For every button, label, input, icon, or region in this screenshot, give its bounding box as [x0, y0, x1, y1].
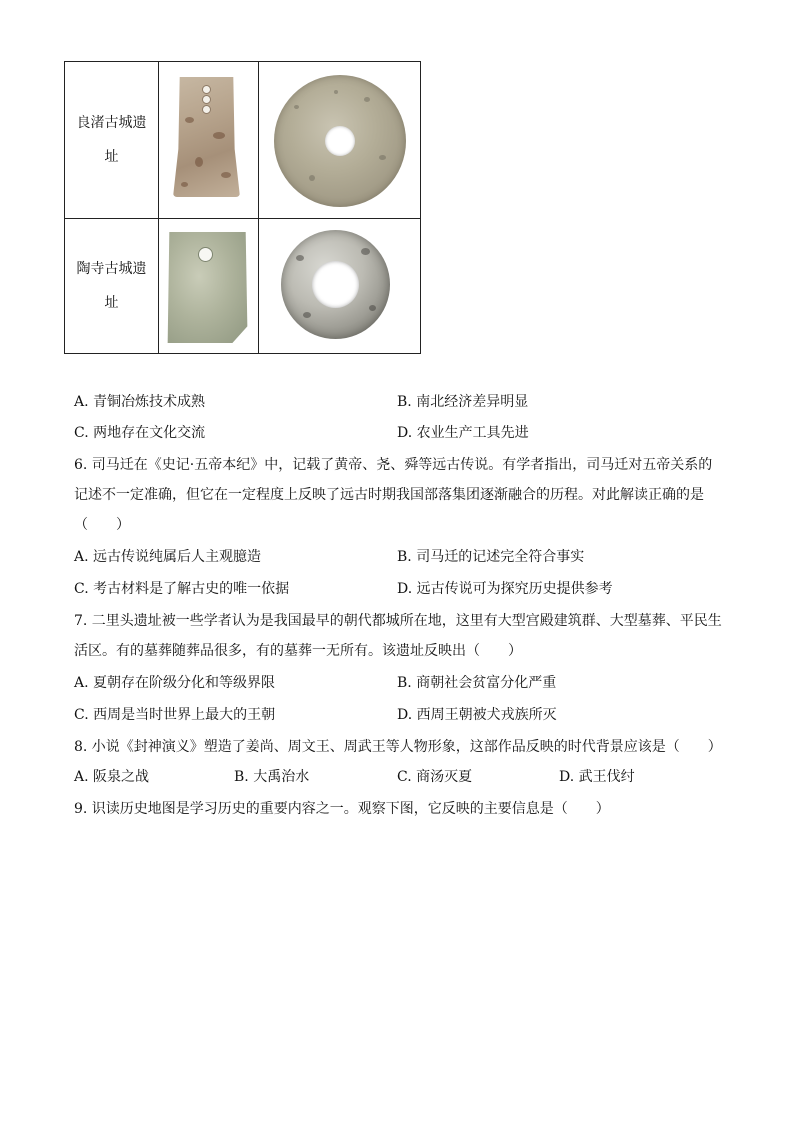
liangzhu-jade-axe-image [173, 77, 240, 197]
artifact-table [64, 61, 421, 354]
q5-option-a[interactable]: A. 青铜冶炼技术成熟 [74, 394, 206, 410]
q5-option-c[interactable]: C. 两地存在文化交流 [74, 425, 206, 441]
liangzhu-jade-bi-disc-image [274, 75, 406, 207]
q8-option-c[interactable]: C. 商汤灭夏 [397, 769, 473, 785]
q6-stem-line1: 6. 司马迁在《史记·五帝本纪》中，记载了黄帝、尧、舜等远古传说。有学者指出，司马迁对五帝关系的 [74, 457, 713, 473]
q7-stem-line1: 7. 二里头遗址被一些学者认为是我国最早的朝代都城所在地，这里有大型宫殿建筑群、大型墓葬、平民生 [74, 613, 722, 629]
q6-answer-blank: （ ） [74, 517, 130, 533]
q6-option-a[interactable]: A. 远古传说纯属后人主观臆造 [74, 549, 262, 565]
q7-stem-line2: 活区。有的墓葬随葬品很多，有的墓葬一无所有。该遗址反映出（ ） [74, 643, 522, 659]
taosi-bi-disc-cell [259, 219, 421, 354]
site-label-liangzhu: 良渚古城遗 址 [65, 62, 159, 219]
q8-option-a[interactable]: A. 阪泉之战 [74, 769, 150, 785]
q9-stem-line1: 9. 识读历史地图是学习历史的重要内容之一。观察下图，它反映的主要信息是（ ） [74, 801, 610, 817]
q7-option-d[interactable]: D. 西周王朝被犬戎族所灭 [397, 707, 557, 723]
q8-option-b[interactable]: B. 大禹治水 [234, 769, 310, 785]
table-row [65, 219, 421, 354]
q6-stem-line2: 记述不一定准确，但它在一定程度上反映了远古时期我国部落集团逐渐融合的历程。对此解读正确的是 [74, 487, 704, 503]
q8-option-d[interactable]: D. 武王伐纣 [559, 769, 635, 785]
q7-option-c[interactable]: C. 西周是当时世界上最大的王朝 [74, 707, 276, 723]
table-row [65, 62, 421, 219]
q5-option-b[interactable]: B. 南北经济差异明显 [397, 394, 529, 410]
site-label-taosi: 陶寺古城遗 址 [65, 219, 159, 354]
q7-option-b[interactable]: B. 商朝社会贫富分化严重 [397, 675, 557, 691]
taosi-jade-axe-image [166, 232, 249, 343]
q7-option-a[interactable]: A. 夏朝存在阶级分化和等级界限 [74, 675, 276, 691]
q6-option-b[interactable]: B. 司马迁的记述完全符合事实 [397, 549, 585, 565]
q8-stem-line1: 8. 小说《封神演义》塑造了姜尚、周文王、周武王等人物形象，这部作品反映的时代背景应该是（ ） [74, 739, 722, 755]
q6-option-d[interactable]: D. 远古传说可为探究历史提供参考 [397, 581, 613, 597]
liangzhu-yue-axe-cell [159, 62, 259, 219]
taosi-jade-bi-disc-image [281, 230, 390, 339]
q5-option-d[interactable]: D. 农业生产工具先进 [397, 425, 529, 441]
taosi-yue-axe-cell [159, 219, 259, 354]
q6-option-c[interactable]: C. 考古材料是了解古史的唯一依据 [74, 581, 290, 597]
liangzhu-bi-disc-cell [259, 62, 421, 219]
